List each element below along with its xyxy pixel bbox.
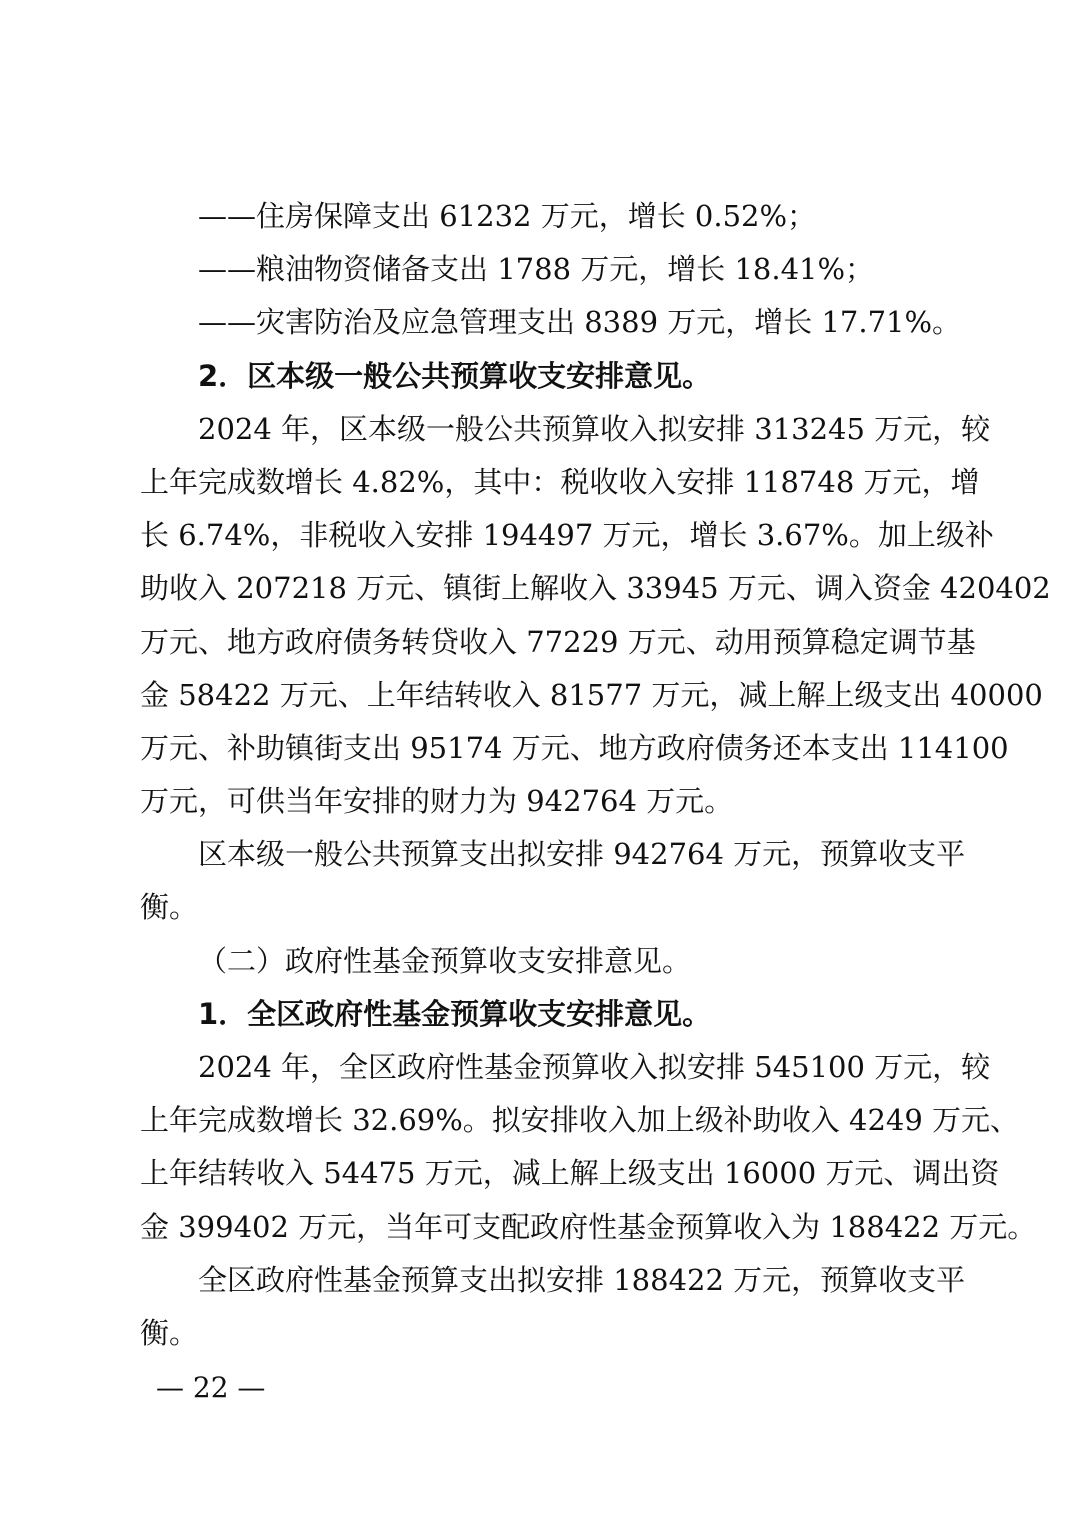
- paragraph-line: 万元、补助镇街支出 95174 万元、地方政府债务还本支出 114100: [140, 730, 1009, 765]
- paragraph-line: 上年结转收入 54475 万元，减上解上级支出 16000 万元、调出资: [140, 1156, 1000, 1191]
- document-body: [140, 190, 1051, 1360]
- list-item-grain-reserve: ——粮油物资储备支出 1788 万元，增长 18.41%；: [198, 252, 875, 287]
- paragraph-line: 衡。: [140, 1315, 199, 1350]
- paragraph-line: 万元，可供当年安排的财力为 942764 万元。: [140, 784, 734, 819]
- list-item-housing: ——住房保障支出 61232 万元，增长 0.52%；: [198, 199, 817, 233]
- paragraph-line: 区本级一般公共预算支出拟安排 942764 万元，预算收支平: [198, 837, 966, 872]
- paragraph-line: 金 58422 万元、上年结转收入 81577 万元，减上解上级支出 40000: [140, 677, 1043, 712]
- paragraph-line: 上年完成数增长 4.82%，其中：税收收入安排 118748 万元，增: [140, 464, 980, 499]
- paragraph-line: 助收入 207218 万元、镇街上解收入 33945 万元、调入资金 420402: [140, 571, 1051, 606]
- subsection-heading-fund-budget: 1．全区政府性基金预算收支安排意见。: [198, 996, 712, 1031]
- section-heading-district-budget: 2．区本级一般公共预算收支安排意见。: [198, 358, 712, 393]
- paragraph-line: 上年完成数增长 32.69%。拟安排收入加上级补助收入 4249 万元、: [140, 1103, 1020, 1138]
- paragraph-line: 金 399402 万元，当年可支配政府性基金预算收入为 188422 万元。: [140, 1209, 1037, 1244]
- paragraph-line: 2024 年，全区政府性基金预算收入拟安排 545100 万元，较: [198, 1050, 991, 1084]
- paragraph-line: 全区政府性基金预算支出拟安排 188422 万元，预算收支平: [198, 1262, 966, 1297]
- section-heading-fund-budget: （二）政府性基金预算收支安排意见。: [198, 943, 692, 978]
- list-item-disaster-prevention: ——灾害防治及应急管理支出 8389 万元，增长 17.71%。: [198, 305, 962, 340]
- paragraph-line: 衡。: [140, 890, 199, 925]
- paragraph-line: 长 6.74%，非税收入安排 194497 万元，增长 3.67%。加上级补: [140, 518, 994, 553]
- paragraph-line: 万元、地方政府债务转贷收入 77229 万元、动用预算稳定调节基: [140, 624, 976, 659]
- page-number: — 22 —: [156, 1371, 266, 1404]
- paragraph-line: 2024 年，区本级一般公共预算收入拟安排 313245 万元，较: [198, 411, 991, 446]
